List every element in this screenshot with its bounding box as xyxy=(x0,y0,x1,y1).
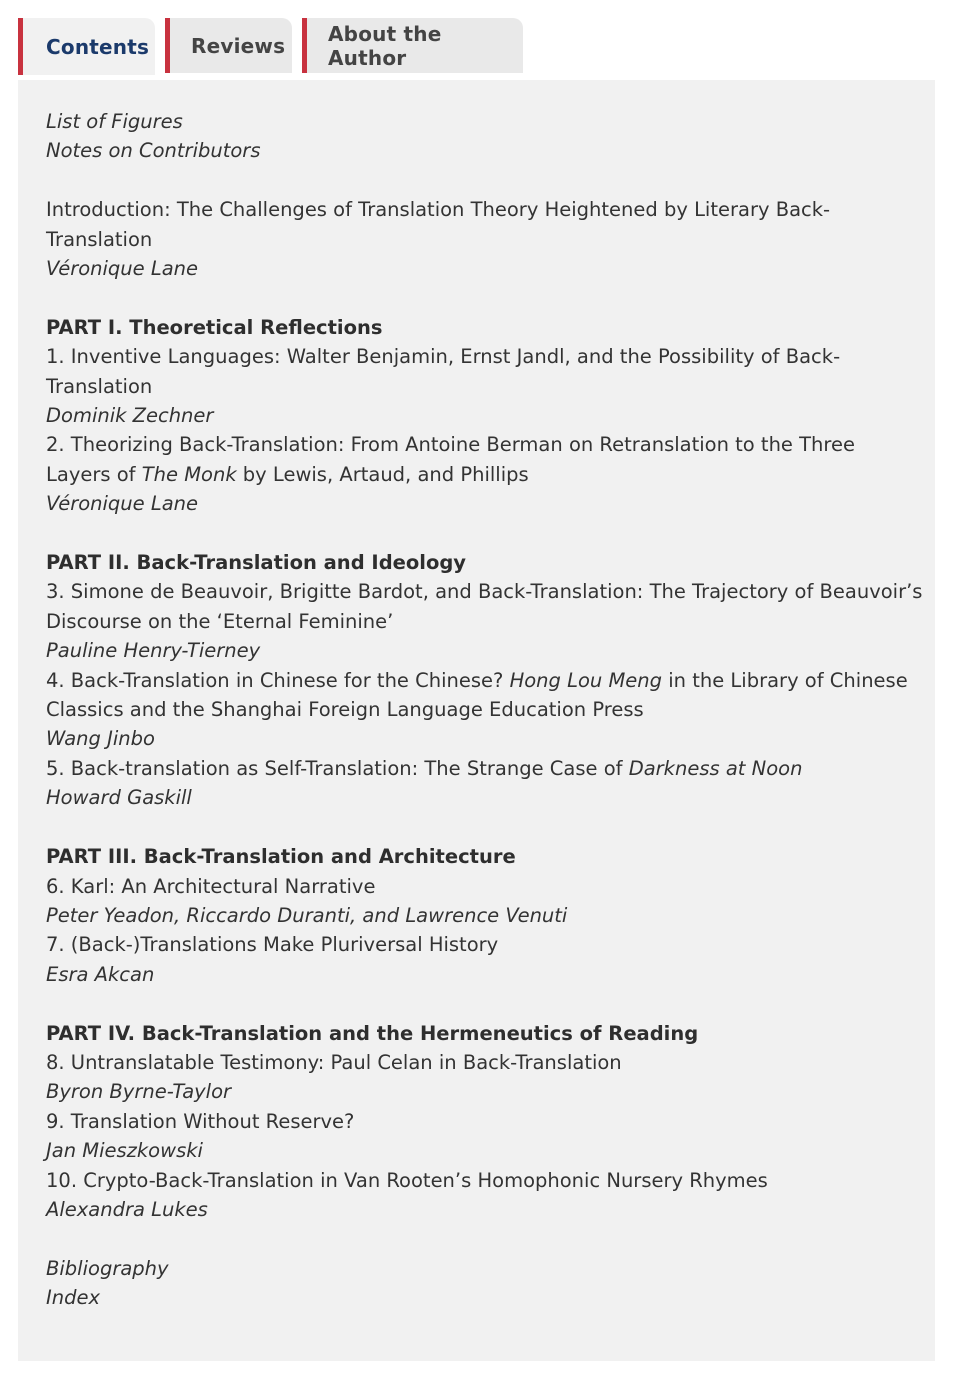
toc-chapter-6-title: 6. Karl: An Architectural Narrative xyxy=(46,874,376,898)
toc-chapter-2-author: Véronique Lane xyxy=(46,492,199,516)
toc-bibliography: Bibliography xyxy=(46,1256,169,1280)
spacer xyxy=(46,989,915,1018)
toc-index: Index xyxy=(46,1286,101,1310)
toc-introduction-title: Introduction: The Challenges of Translation Theory Heightened by Literary Back- xyxy=(46,198,831,222)
toc-chapter-5-author: Howard Gaskill xyxy=(46,786,192,810)
work-title: The Monk xyxy=(141,462,237,486)
toc-chapter-7-author: Esra Akcan xyxy=(46,962,155,986)
toc-chapter-3-author: Pauline Henry-Tierney xyxy=(46,639,261,663)
toc-chapter-6-author: Peter Yeadon, Riccardo Duranti, and Lawrence Venuti xyxy=(46,903,568,927)
tab-about-the-author[interactable]: About the Author xyxy=(302,18,523,73)
toc-part-4-heading: PART IV. Back-Translation and the Hermeneutics of Reading xyxy=(46,1021,699,1045)
toc-chapter-4-author: Wang Jinbo xyxy=(46,727,155,751)
toc-chapter-5-title xyxy=(46,754,915,783)
toc-chapter-10-title: 10. Crypto-Back-Translation in Van Rooten’s Homophonic Nursery Rhymes xyxy=(46,1168,768,1192)
toc-chapter-10-author: Alexandra Lukes xyxy=(46,1197,208,1221)
toc-chapter-7-title: 7. (Back-)Translations Make Pluriversal History xyxy=(46,933,499,957)
toc-chapter-2-title-cont xyxy=(46,460,915,489)
contents-panel xyxy=(18,80,935,1361)
toc-chapter-8-title: 8. Untranslatable Testimony: Paul Celan in Back-Translation xyxy=(46,1050,622,1074)
toc-introduction-author: Véronique Lane xyxy=(46,257,199,281)
spacer xyxy=(46,813,915,842)
text-segment: in the Library of Chinese xyxy=(662,668,908,692)
text-segment: Layers of xyxy=(46,462,142,486)
toc-notes-on-contributors: Notes on Contributors xyxy=(46,139,261,163)
toc-chapter-8-author: Byron Byrne-Taylor xyxy=(46,1080,232,1104)
toc-chapter-1-author: Dominik Zechner xyxy=(46,404,214,428)
spacer xyxy=(46,283,915,312)
toc-chapter-3-title-cont: Discourse on the ‘Eternal Feminine’ xyxy=(46,609,394,633)
work-title: Hong Lou Meng xyxy=(509,668,663,692)
toc-chapter-1-title-cont: Translation xyxy=(46,374,153,398)
toc-part-3-heading: PART III. Back-Translation and Architecture xyxy=(46,845,516,869)
text-segment: 4. Back-Translation in Chinese for the Chinese? xyxy=(46,668,510,692)
work-title: Darkness at Noon xyxy=(628,756,803,780)
toc-chapter-4-title xyxy=(46,666,915,695)
tab-reviews[interactable]: Reviews xyxy=(165,18,292,73)
toc-introduction-title-cont: Translation xyxy=(46,227,153,251)
spacer xyxy=(46,166,915,195)
toc-chapter-3-title: 3. Simone de Beauvoir, Brigitte Bardot, and Back-Translation: The Trajectory of Beauvoir’s xyxy=(46,580,923,604)
toc-chapter-9-author: Jan Mieszkowski xyxy=(46,1139,203,1163)
tab-bar xyxy=(18,18,523,75)
spacer xyxy=(46,519,915,548)
toc-chapter-2-title: 2. Theorizing Back-Translation: From Antoine Berman on Retranslation to the Three xyxy=(46,433,855,457)
spacer xyxy=(46,1224,915,1253)
toc-part-1-heading: PART I. Theoretical Reflections xyxy=(46,315,383,339)
toc-chapter-1-title: 1. Inventive Languages: Walter Benjamin, Ernst Jandl, and the Possibility of Back- xyxy=(46,345,841,369)
tab-contents[interactable]: Contents xyxy=(18,18,155,75)
text-segment: 5. Back-translation as Self-Translation: The Strange Case of xyxy=(46,756,629,780)
text-segment: by Lewis, Artaud, and Phillips xyxy=(236,462,529,486)
toc-part-2-heading: PART II. Back-Translation and Ideology xyxy=(46,551,467,575)
toc-chapter-4-title-cont: Classics and the Shanghai Foreign Language Education Press xyxy=(46,698,644,722)
toc-list-of-figures: List of Figures xyxy=(46,110,183,133)
toc-chapter-9-title: 9. Translation Without Reserve? xyxy=(46,1109,355,1133)
